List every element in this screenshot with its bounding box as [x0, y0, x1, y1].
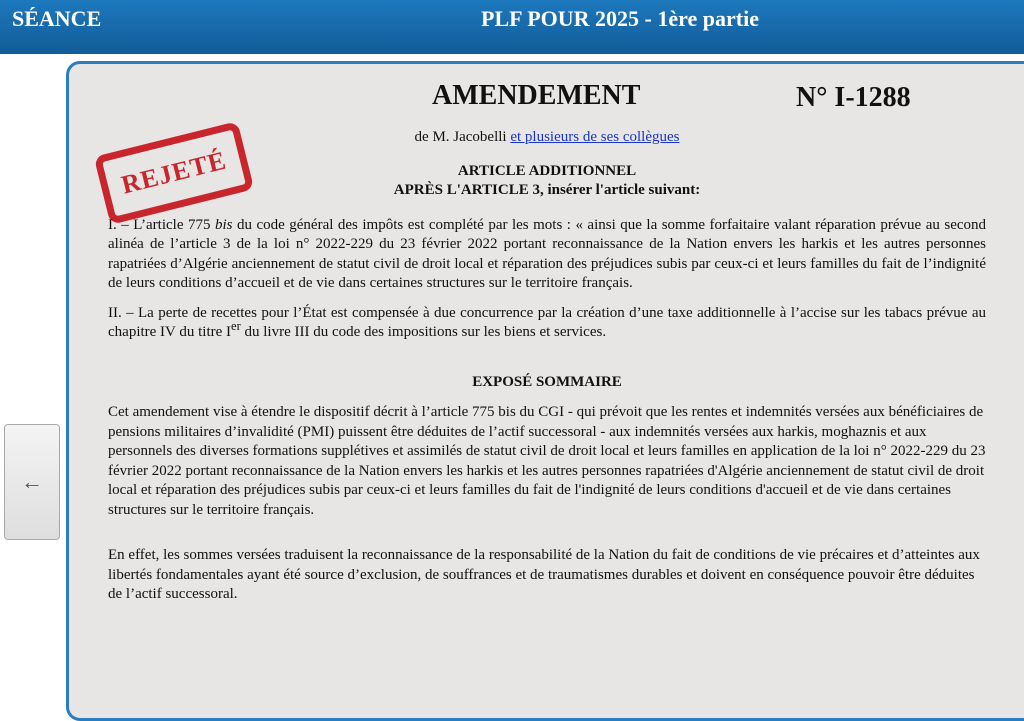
colleagues-link[interactable]: et plusieurs de ses collègues — [510, 129, 680, 145]
page-title: PLF POUR 2025 - 1ère partie — [481, 6, 759, 31]
expose-paragraph-1: Cet amendement vise à étendre le dispositif décrit à l’article 775 bis du CGI - qui prévoit que les rentes et indemnités versées aux bénéficiaires de pensions militaires d’invalidité (PMI) puissent être déduites de l’actif successoral - aux indemnités versées aux harkis, moghaznis et aux personnels des diverses formations supplétives et assimilés de statut civil de droit local et leurs familles en application de la loi n° 2022-229 du 23 février 2022 portant reconnaissance de la Nation envers les harkis et les autres personnes rapatriées d'Algérie anciennement de statut civil de droit local et réparation des préjudices subis par ceux-ci et leurs familles du fait de l'indignité de leurs conditions d'accueil et de vie dans certaines structures sur le territoire français. — [108, 404, 986, 518]
author-name: de M. Jacobelli — [414, 129, 511, 145]
article-subheading: APRÈS L'ARTICLE 3, insérer l'article suivant: — [393, 182, 701, 198]
back-button[interactable] — [4, 424, 60, 540]
seance-label: SÉANCE — [12, 6, 102, 31]
paragraph-1: I. – L’article 775 bis du code général des impôts est complété par les mots : « ainsi que la somme forfaitaire valant réparation prévue au second alinéa de l’article 3 de la loi n° 2022-229 du 23 février 2022 portant reconnaissance de la Nation envers les harkis et les autres personnes rapatriées d’Algérie anciennement de statut civil de droit local et réparation des préjudices subis par ceux-ci et leurs familles du fait de l’indignité de leurs conditions d’accueil et de vie dans certaines structures sur le territoire français. — [108, 216, 987, 291]
amendment-content — [108, 78, 986, 605]
rejected-stamp: REJETÉ — [94, 121, 255, 225]
paragraph-2: II. – La perte de recettes pour l’État est compensée à due concurrence par la création d’une taxe additionnelle à l’accise sur les tabacs prévue au chapitre IV du titre Ier du livre III du code des impositions sur les biens et services. — [108, 304, 986, 340]
author-line — [108, 128, 986, 148]
amendment-number: N° I-1288 — [796, 82, 911, 113]
article-heading: ARTICLE ADDITIONNEL — [457, 162, 637, 179]
arrow-left-icon: ← — [21, 469, 43, 494]
expose-heading: EXPOSÉ SOMMAIRE — [472, 373, 622, 390]
amendment-title: AMENDEMENT — [432, 80, 641, 111]
expose-paragraph-2: En effet, les sommes versées traduisent la reconnaissance de la responsabilité de la Nation du fait de conditions de vie précaires et d’atteintes aux libertés fondamentales ayant été source d’exclusion, de souffrances et de traumatismes durables et doivent en conséquence pouvoir être déduites de l’actif successoral. — [108, 547, 980, 602]
top-bar — [0, 0, 1024, 54]
